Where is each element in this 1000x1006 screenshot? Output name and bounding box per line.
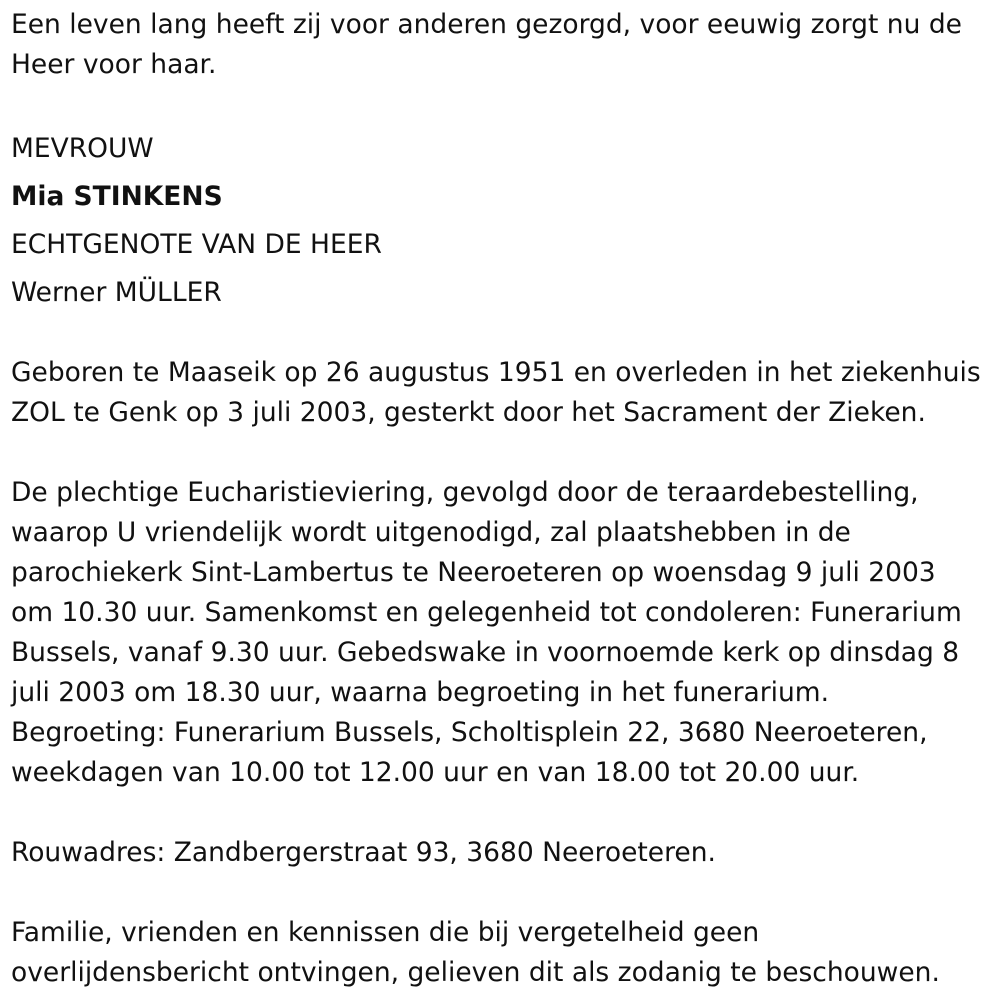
spacer [11,317,996,353]
mourning-address-text: Rouwadres: Zandbergerstraat 93, 3680 Neeroeteren. [11,837,716,868]
spacer [11,85,996,125]
paragraph-line: De plechtige Eucharistieviering, gevolgd door de teraardebestelling, [11,477,919,508]
intro-quote [11,5,996,85]
spacer [11,873,996,913]
intro-line: Heer voor haar. [11,49,217,80]
paragraph-line: waarop U vriendelijk wordt uitgenodigd, zal plaatshebben in de [11,517,851,548]
paragraph-line: ZOL te Genk op 3 juli 2003, gesterkt door het Sacrament der Zieken. [11,397,926,428]
spouse-name: Werner MÜLLER [11,277,222,308]
spacer [11,433,996,473]
spacer [11,793,996,833]
paragraph-line: weekdagen van 10.00 tot 12.00 uur en van 18.00 tot 20.00 uur. [11,757,860,788]
relation-label: ECHTGENOTE VAN DE HEER [11,229,382,260]
closing-paragraph [11,913,996,993]
paragraph-line: om 10.30 uur. Samenkomst en gelegenheid tot condoleren: Funerarium [11,597,962,628]
paragraph-line: Familie, vrienden en kennissen die bij vergetelheid geen [11,917,760,948]
mourning-address [11,833,996,873]
birth-death-paragraph [11,353,996,433]
deceased-block [11,125,996,317]
paragraph-line: Geboren te Maaseik op 26 augustus 1951 en overleden in het ziekenhuis [11,357,981,388]
ceremony-paragraph [11,473,996,793]
paragraph-line: Begroeting: Funerarium Bussels, Scholtisplein 22, 3680 Neeroeteren, [11,717,928,748]
obituary-notice [11,0,996,993]
paragraph-line: Bussels, vanaf 9.30 uur. Gebedswake in voornoemde kerk op dinsdag 8 [11,637,960,668]
paragraph-line: parochiekerk Sint-Lambertus te Neeroeteren op woensdag 9 juli 2003 [11,557,936,588]
paragraph-line: overlijdensbericht ontvingen, gelieven dit als zodanig te beschouwen. [11,957,940,988]
deceased-name: Mia STINKENS [11,181,223,212]
honorific: MEVROUW [11,133,154,164]
intro-line: Een leven lang heeft zij voor anderen gezorgd, voor eeuwig zorgt nu de [11,9,962,40]
paragraph-line: juli 2003 om 18.30 uur, waarna begroeting in het funerarium. [11,677,829,708]
